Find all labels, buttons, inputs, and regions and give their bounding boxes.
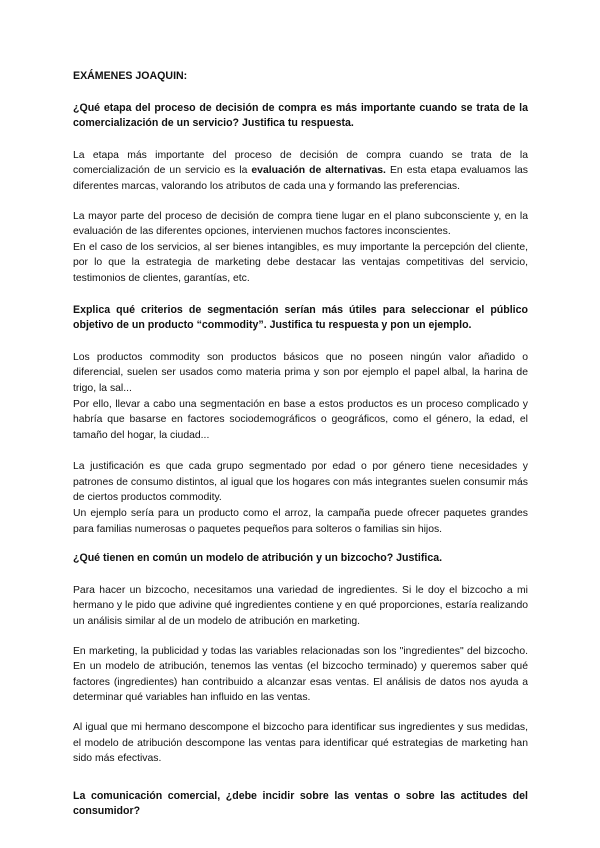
- answer-paragraph: En el caso de los servicios, al ser bienes intangibles, es muy importante la percepción del cliente, por lo que la estrategia de marketing debe destacar las ventajas competitivas del servicio, testimonios de clientes, garantías, etc.: [73, 241, 528, 284]
- answer-paragraph: En marketing, la publicidad y todas las variables relacionadas son los "ingredientes" del bizcocho. En un modelo de atribución, tenemos las ventas (el bizcocho terminado) y queremos saber qué factores (ingredientes) han contribuido a alcanzar esas ventas. El análisis de datos nos ayuda a determinar qué variables han influido en las ventas.: [73, 645, 528, 704]
- section-segmentation: [73, 303, 528, 538]
- answer-paragraph: [73, 148, 528, 195]
- question-heading: Explica qué criterios de segmentación serían más útiles para seleccionar el público objetivo de un producto “commodity”. Justifica tu respuesta y pon un ejemplo.: [73, 303, 528, 332]
- answer-text: En esta etapa evaluamos las diferentes marcas, valorando los atributos de cada una y formando las preferencias.: [73, 165, 528, 192]
- question-heading: ¿Qué tienen en común un modelo de atribución y un bizcocho? Justifica.: [73, 552, 443, 565]
- answer-paragraph: La justificación es que cada grupo segmentado por edad o por género tiene necesidades y patrones de consumo distintos, al igual que los hogares con más integrantes suelen consumir más de ciertos productos commodity.: [73, 461, 528, 504]
- document-page: [73, 69, 528, 820]
- section-purchase-decision: [73, 101, 528, 287]
- section-attribution-model: [73, 551, 528, 767]
- question-heading: ¿Qué etapa del proceso de decisión de compra es más importante cuando se trata de la comercialización de un servicio? Justifica tu respuesta.: [73, 101, 528, 130]
- answer-paragraph: Los productos commodity son productos básicos que no poseen ningún valor añadido o diferencial, suelen ser usados como materia prima y son por ejemplo el papel albal, la harina de trigo, la sal...: [73, 351, 528, 394]
- document-title: EXÁMENES JOAQUIN:: [73, 70, 188, 82]
- question-heading: La comunicación comercial, ¿debe incidir sobre las ventas o sobre las actitudes del consumidor?: [73, 789, 528, 818]
- answer-paragraph: Para hacer un bizcocho, necesitamos una variedad de ingredientes. Si le doy el bizcocho a mi hermano y le pido que adivine qué ingredientes contiene y en qué proporciones, estaría realizando un análisis similar al de un modelo de atribución en marketing.: [73, 584, 528, 628]
- answer-text: La etapa más importante del proceso de decisión de compra cuando se trata de la comercialización de un servicio es la: [73, 149, 528, 177]
- highlighted-term: evaluación de alternativas.: [251, 165, 386, 177]
- section-commercial-communication: [73, 789, 528, 820]
- answer-paragraph: Por ello, llevar a cabo una segmentación en base a estos productos es un proceso complicado y habría que basarse en factores sociodemográficos o geográficos, como el género, la edad, el tamaño del hogar, la ciudad...: [73, 398, 528, 441]
- answer-paragraph: Al igual que mi hermano descompone el bizcocho para identificar sus ingredientes y sus medidas, el modelo de atribución descompone las ventas para identificar qué estrategias de marketing han sido más efectivas.: [73, 722, 528, 765]
- answer-paragraph: Un ejemplo sería para un producto como el arroz, la campaña puede ofrecer paquetes grandes para familias numerosas o paquetes pequeños para solteros o familias sin hijos.: [73, 508, 528, 535]
- answer-paragraph: La mayor parte del proceso de decisión de compra tiene lugar en el plano subconsciente y, en la evaluación de las diferentes opciones, intervienen muchos factores inconscientes.: [73, 210, 528, 238]
